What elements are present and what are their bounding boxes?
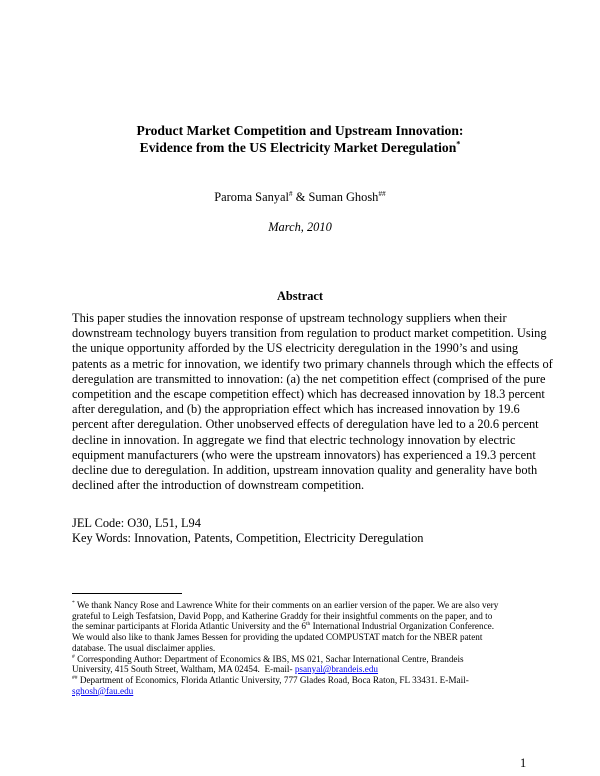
abstract-line: percent after deregulation. Other unobserved effects of deregulation have led to a 20.6 percent xyxy=(72,417,539,432)
footnote-1-line: database. The usual disclaimer applies. xyxy=(72,642,216,653)
author-2-name: Suman Ghosh xyxy=(308,190,379,204)
key-words: Key Words: Innovation, Patents, Competition, Electricity Deregulation xyxy=(72,531,424,545)
abstract-line: deregulation are transmitted to innovation: (a) the net competition effect (comprised of the pure xyxy=(72,371,546,386)
footnote-1-text: the seminar participants at Florida Atlantic University and the 6 xyxy=(72,621,306,632)
abstract-line: decline due to deregulation. In addition, upstream innovation quality and generality have both xyxy=(72,463,538,478)
footnote-1-line: We would also like to thank James Bessen for providing the updated COMPUSTAT match for the NBER patent xyxy=(72,632,483,643)
abstract-heading: Abstract xyxy=(276,289,324,303)
abstract-line: after deregulation, and (b) the appropriation effect which has increased innovation by 19.6 xyxy=(72,402,520,417)
footnote-2-marker: # xyxy=(72,653,75,660)
abstract-line: This paper studies the innovation response of upstream technology suppliers when their xyxy=(72,311,507,325)
author-line xyxy=(0,190,600,205)
title-line-2-text: Evidence from the US Electricity Market Deregulation xyxy=(139,140,457,155)
title-line-2 xyxy=(0,139,600,156)
footnote-3-marker: ## xyxy=(72,674,78,681)
footnote-1-line: grateful to Leigh Tesfatsion, David Popp, and Katherine Graddy for their insightful comments on the paper, and to xyxy=(72,610,493,621)
footnote-3-line xyxy=(72,675,532,686)
abstract-line: equipment manufacturers (who were the upstream innovators) has experienced a 19.3 percent xyxy=(72,447,536,462)
abstract-line: downstream technology buyers transition from regulation to product market competition. Using xyxy=(72,326,547,341)
abstract-body xyxy=(72,311,553,493)
jel-code: JEL Code: O30, L51, L94 xyxy=(72,516,201,530)
publication-date: March, 2010 xyxy=(268,220,332,234)
footnote-divider xyxy=(72,593,182,594)
footnote-2-line xyxy=(72,664,532,675)
footnote-1-line xyxy=(72,621,532,632)
abstract-line: competition and the escape competition effect) which has decreased innovation by 18.3 percent xyxy=(72,387,545,402)
abstract-line: declined after the introduction of downstream competition. xyxy=(72,478,365,493)
footnote-1-ordinal: th xyxy=(305,621,311,628)
footnote-1-text: We thank Nancy Rose and Lawrence White for their comments on an earlier version of the paper. We are also very xyxy=(74,600,499,610)
page-number: 1 xyxy=(520,756,527,770)
abstract-line: the unique opportunity afforded by the US electricity deregulation in the 1990’s and using xyxy=(72,341,519,356)
footnote-2-line xyxy=(72,654,532,665)
email-link-sghosh[interactable]: sghosh@fau.edu xyxy=(72,685,134,696)
footnote-3-line xyxy=(72,686,532,697)
abstract-line: decline in innovation. In aggregate we find that electric technology innovation by electric xyxy=(72,432,516,447)
title-footnote-marker: * xyxy=(456,139,461,149)
author-2-marker: ## xyxy=(378,188,386,198)
author-1-marker: # xyxy=(288,188,293,198)
footnote-1-marker: * xyxy=(72,599,75,606)
title-line-1: Product Market Competition and Upstream Innovation: xyxy=(136,123,464,138)
footnotes xyxy=(72,600,532,696)
email-link-psanyal[interactable]: psanyal@brandeis.edu xyxy=(294,664,379,675)
abstract-line: patents as a metric for innovation, we identify two primary channels through which the effects of xyxy=(72,356,553,371)
footnote-2-text: University, 415 South Street, Waltham, MA 02454. E-mail- xyxy=(72,664,295,675)
footnote-2-text: Corresponding Author: Department of Economics & IBS, MS 021, Sachar International Centre, Brandeis xyxy=(74,653,464,664)
footnote-1-text: International Industrial Organization Conference. xyxy=(310,621,495,632)
paper-title xyxy=(0,122,600,156)
author-separator: & xyxy=(292,190,309,204)
footnote-1-line xyxy=(72,600,532,611)
author-1-name: Paroma Sanyal xyxy=(214,190,289,204)
footnote-3-text: Department of Economics, Florida Atlantic University, 777 Glades Road, Boca Raton, FL 33431. E-Mail- xyxy=(77,674,469,685)
